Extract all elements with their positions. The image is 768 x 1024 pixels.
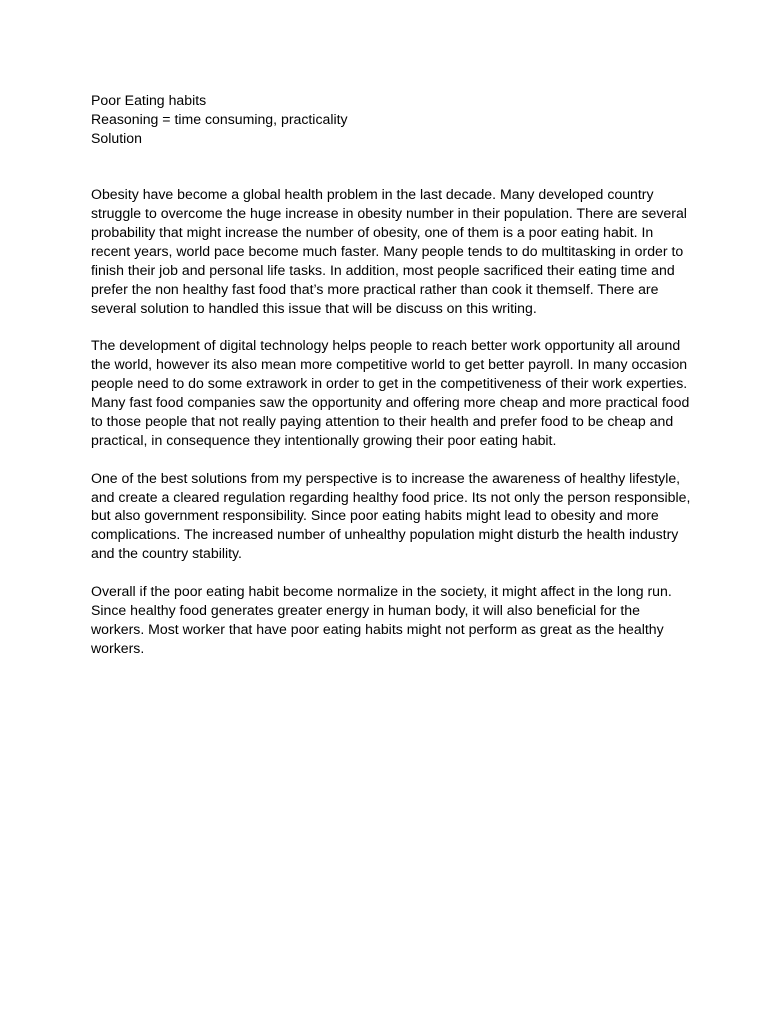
paragraph-line: Many fast food companies saw the opportunity and offering more cheap and more practical food	[91, 394, 690, 411]
paragraph-line: Since healthy food generates greater energy in human body, it will also beneficial for the	[91, 602, 640, 618]
paragraph-line: and create a cleared regulation regarding healthy food price. Its not only the person responsible,	[91, 488, 691, 505]
paragraph-line: practical, in consequence they intentionally growing their poor eating habit.	[91, 431, 557, 448]
paragraph-line: but also government responsibility. Since poor eating habits might lead to obesity and more	[91, 507, 659, 524]
paragraph-line: people need to do some extrawork in order to get in the competitiveness of their work experties.	[91, 375, 688, 392]
outline-topic: Poor Eating habits	[91, 92, 207, 108]
paragraph-line: workers.	[91, 639, 145, 656]
paragraph-line: finish their job and personal life tasks. In addition, most people sacrificed their eating time and	[91, 261, 675, 278]
paragraph-reasoning	[91, 336, 690, 449]
paragraph-conclusion	[91, 582, 681, 658]
paragraph-line: Overall if the poor eating habit become normalize in the society, it might affect in the long run.	[91, 583, 672, 600]
paragraph-line: to those people that not really paying attention to their health and prefer food to be cheap and	[91, 412, 674, 429]
outline-reasoning: Reasoning = time consuming, practicality	[91, 110, 348, 127]
paragraph-line: probability that might increase the number of obesity, one of them is a poor eating habit. In	[91, 223, 654, 240]
paragraph-line: struggle to overcome the huge increase in obesity number in their population. There are several	[91, 205, 687, 222]
paragraph-line: The development of digital technology helps people to reach better work opportunity all around	[91, 337, 681, 354]
paragraph-line: the world, however its also mean more competitive world to get better payroll. In many occasion	[91, 356, 688, 373]
paragraph-solution	[91, 469, 691, 564]
essay-outline	[91, 91, 681, 148]
document-body	[91, 91, 691, 658]
paragraph-line: prefer the non healthy fast food that’s more practical rather than cook it themself. There are	[91, 280, 659, 297]
paragraph-line: and the country stability.	[91, 545, 242, 562]
paragraph-line: Obesity have become a global health problem in the last decade. Many developed country	[91, 186, 654, 203]
paragraph-line: One of the best solutions from my perspective is to increase the awareness of healthy lifestyle,	[91, 469, 681, 486]
outline-solution: Solution	[91, 129, 142, 146]
paragraph-line: complications. The increased number of unhealthy population might disturb the health industry	[91, 526, 679, 543]
paragraph-line: workers. Most worker that have poor eating habits might not perform as great as the healthy	[91, 620, 664, 637]
essay-paragraphs	[91, 185, 691, 658]
paragraph-introduction	[91, 185, 687, 317]
paragraph-line: several solution to handled this issue that will be discuss on this writing.	[91, 299, 537, 316]
paragraph-line: recent years, world pace become much faster. Many people tends to do multitasking in order to	[91, 242, 684, 259]
